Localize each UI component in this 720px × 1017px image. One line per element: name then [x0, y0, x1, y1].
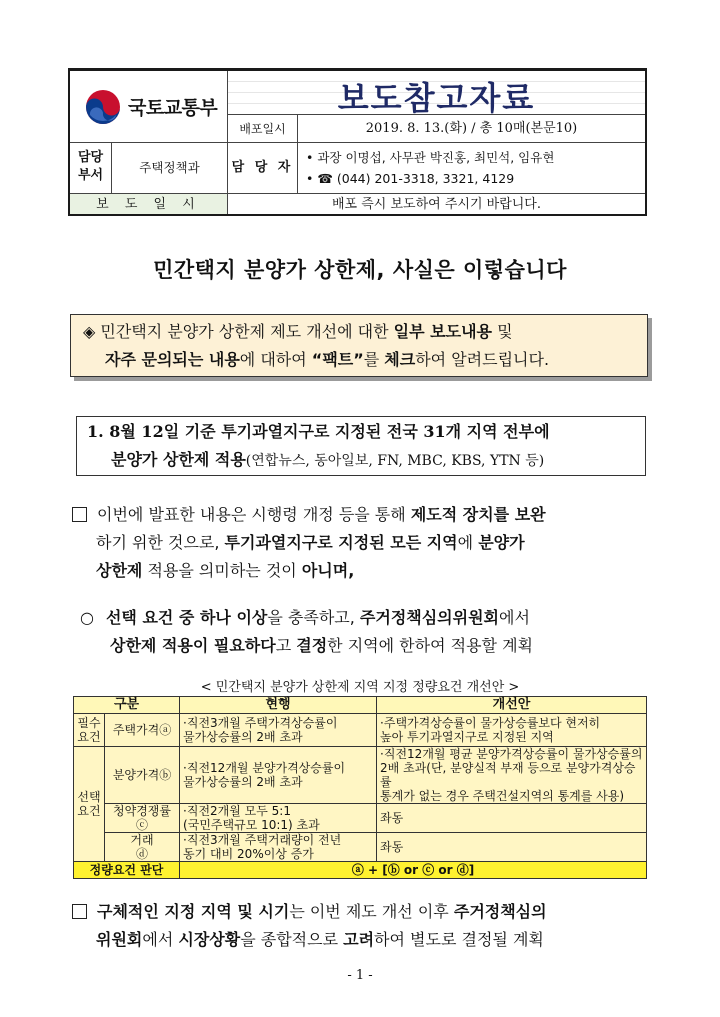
para3-line2 — [72, 926, 662, 954]
para3-text: 하여 별도로 결정될 계획 — [374, 930, 544, 949]
para3-text: 는 이번 제도 개선 이후 — [289, 902, 454, 921]
para3-emphasis: 시장상황 — [178, 930, 241, 949]
summary-bullet-icon: ◈ — [83, 322, 96, 341]
group-required-cell: 필수 요건 — [74, 714, 105, 747]
para2-emphasis: 선택 요건 중 하나 이상 — [105, 608, 268, 627]
summary-box — [70, 314, 648, 377]
dept-label-line1: 담당 — [77, 150, 104, 165]
taegeuk-logo-icon — [84, 88, 122, 126]
para1-emphasis: 상한제 — [96, 561, 143, 580]
table-header: 개선안 — [377, 697, 647, 714]
table-row — [74, 714, 647, 747]
checkbox-square-icon — [72, 507, 87, 522]
footer-label-cell: 정량요건 판단 — [74, 862, 180, 879]
para3-emphasis: 구체적인 지정 지역 및 시기 — [97, 902, 290, 921]
para2-text: 을 충족하고, — [267, 608, 360, 627]
para2-emphasis: 결정 — [296, 636, 328, 655]
para1-text: 하기 위한 것으로, — [96, 533, 225, 552]
table-header: 현행 — [180, 697, 377, 714]
footer-value-cell: ⓐ + [ⓑ or ⓒ or ⓓ] — [180, 862, 647, 879]
summary-text: 하여 알려드립니다. — [415, 350, 550, 369]
summary-line1 — [83, 318, 637, 346]
para2-emphasis: 주거정책심의위원회 — [359, 608, 500, 627]
para1-line3 — [72, 557, 662, 585]
para2-text: 에서 — [499, 608, 530, 627]
para1-text: 적용을 의미하는 것이 — [142, 561, 302, 580]
ministry-name: 국토교통부 — [128, 97, 218, 119]
release-time-label: 보 도 일 시 — [70, 193, 228, 214]
table-row — [74, 747, 647, 804]
summary-text: 및 — [491, 322, 513, 341]
proposed-cell: ·주택가격상승률이 물가상승률보다 현저히 높아 투기과열지구로 지정된 지역 — [377, 714, 647, 747]
para2-line2 — [80, 632, 660, 660]
summary-emphasis: 체크 — [384, 350, 416, 369]
summary-text: 민간택지 분양가 상한제 제도 개선에 대한 — [95, 322, 394, 341]
row-name-cell: 주택가격ⓐ — [105, 714, 180, 747]
summary-emphasis: “팩트” — [311, 350, 364, 369]
current-cell: ·직전12개월 분양가격상승률이 물가상승률의 2배 초과 — [180, 747, 377, 804]
doc-type-title: 보도참고자료 — [337, 79, 536, 117]
para1-emphasis: 아니며, — [301, 561, 355, 580]
circle-bullet-icon: ○ — [80, 608, 94, 627]
group-optional-cell: 선택 요건 — [74, 747, 105, 862]
section1-line2 — [87, 446, 637, 475]
page-number: - 1 - — [347, 968, 373, 983]
press-release-header — [68, 68, 647, 216]
doc-type-cell — [228, 71, 645, 115]
para1-emphasis: 분양가 — [478, 533, 525, 552]
para2-text: 고 — [275, 636, 297, 655]
proposed-cell: 좌동 — [377, 833, 647, 862]
contact-phone: • ☎ (044) 201-3318, 3321, 4129 — [306, 171, 515, 186]
contact-person-value — [298, 143, 645, 193]
para1-emphasis: 제도적 장치를 보완 — [410, 505, 546, 524]
table-header-row — [74, 697, 647, 714]
para3-line1 — [72, 898, 662, 926]
para2-emphasis: 상한제 적용이 필요하다 — [110, 636, 276, 655]
requirements-table — [73, 696, 647, 879]
ministry-logo-cell — [70, 71, 228, 143]
release-time-value: 배포 즉시 보도하여 주시기 바랍니다. — [228, 193, 645, 214]
paragraph-2 — [80, 604, 660, 660]
section1-line1: 1. 8월 12일 기준 투기과열지구로 지정된 전국 31개 지역 전부에 — [87, 422, 550, 441]
para3-emphasis: 고려 — [343, 930, 375, 949]
row-name-cell: 분양가격ⓑ — [105, 747, 180, 804]
row-name-cell: 청약경쟁률 ⓒ — [105, 804, 180, 833]
table-row — [74, 804, 647, 833]
date-value: 2019. 8. 13.(화) / 총 10매(본문10) — [298, 115, 645, 143]
para2-line1 — [80, 604, 660, 632]
contact-person-label: 담 당 자 — [228, 143, 298, 193]
para1-line2 — [72, 529, 662, 557]
date-label: 배포일시 — [228, 115, 298, 143]
summary-emphasis: 자주 문의되는 내용 — [105, 350, 240, 369]
proposed-cell: ·직전12개월 평균 분양가격상승률이 물가상승률의 2배 초과(단, 분양실적 부재 등으로 분양가격상승률 통계가 없는 경우 주택건설지역의 통계를 사용) — [377, 747, 647, 804]
para1-text: 에 — [457, 533, 479, 552]
paragraph-3 — [72, 898, 662, 954]
section1-heading-box — [76, 416, 646, 476]
paragraph-1 — [72, 501, 662, 585]
dept-value: 주택정책과 — [112, 143, 228, 193]
table-caption: < 민간택지 분양가 상한제 지역 지정 정량요건 개선안 > — [200, 680, 520, 695]
para3-emphasis: 위원회 — [96, 930, 143, 949]
para3-text: 에서 — [142, 930, 179, 949]
table-header: 구분 — [74, 697, 180, 714]
summary-text: 에 대하여 — [239, 350, 312, 369]
summary-line2 — [83, 346, 637, 374]
para3-text: 을 종합적으로 — [240, 930, 344, 949]
summary-emphasis: 일부 보도내용 — [393, 322, 492, 341]
section1-emphasis: 분양가 상한제 적용 — [111, 450, 246, 469]
current-cell: ·직전2개월 모두 5:1 (국민주택규모 10:1) 초과 — [180, 804, 377, 833]
para1-line1 — [72, 501, 662, 529]
para3-emphasis: 주거정책심의 — [453, 902, 547, 921]
current-cell: ·직전3개월 주택가격상승률이 물가상승률의 2배 초과 — [180, 714, 377, 747]
para1-emphasis: 투기과열지구로 지정된 모든 지역 — [224, 533, 458, 552]
proposed-cell: 좌동 — [377, 804, 647, 833]
contact-names: • 과장 이명섭, 사무관 박진홍, 최민석, 임유현 — [306, 150, 555, 165]
main-title: 민간택지 분양가 상한제, 사실은 이렇습니다 — [153, 258, 567, 282]
dept-label-line2: 부서 — [77, 168, 104, 183]
checkbox-square-icon — [72, 904, 87, 919]
table-row — [74, 833, 647, 862]
dept-label — [70, 143, 112, 193]
current-cell: ·직전3개월 주택거래량이 전년 동기 대비 20%이상 증가 — [180, 833, 377, 862]
row-name-cell: 거래 ⓓ — [105, 833, 180, 862]
table-footer-row — [74, 862, 647, 879]
summary-text: 를 — [363, 350, 385, 369]
section1-sources: (연합뉴스, 동아일보, FN, MBC, KBS, YTN 등) — [245, 453, 545, 469]
para1-text: 이번에 발표한 내용은 시행령 개정 등을 통해 — [97, 505, 411, 524]
para2-text: 한 지역에 한하여 적용할 계획 — [327, 636, 533, 655]
